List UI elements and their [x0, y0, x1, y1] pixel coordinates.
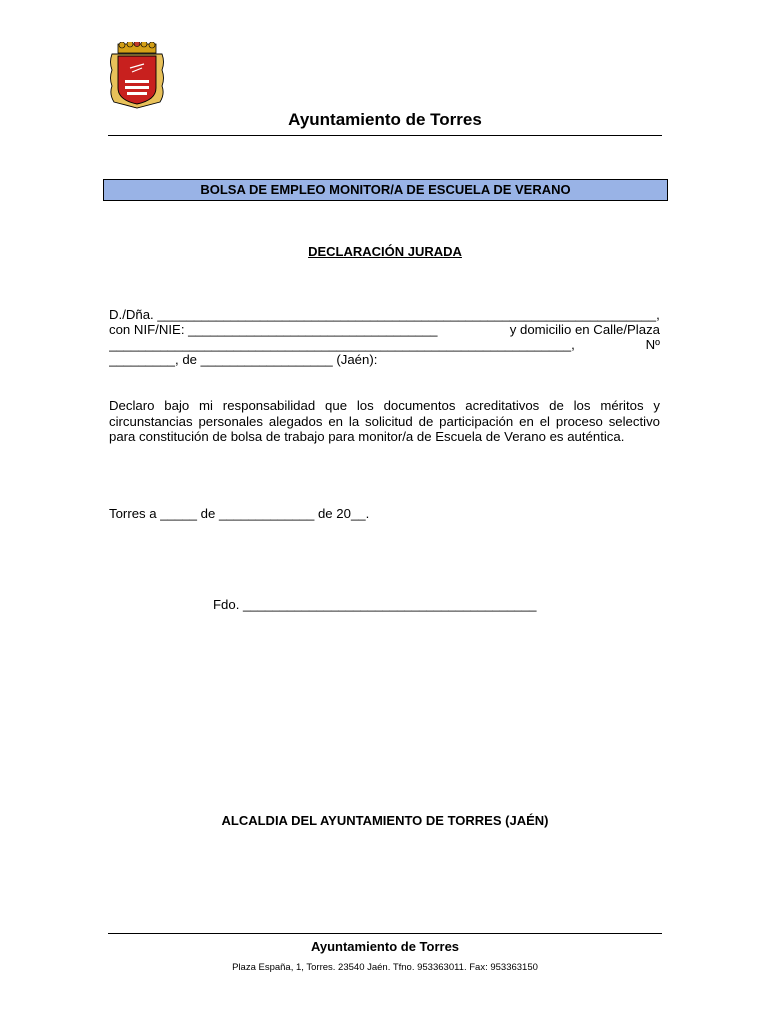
- footer-address: Plaza España, 1, Torres. 23540 Jaén. Tfno. 953363011. Fax: 953363150: [232, 962, 538, 973]
- name-field-line[interactable]: D./Dña. ____________________________________________________________________,: [109, 307, 660, 322]
- signature-line[interactable]: Fdo. ________________________________________: [213, 597, 537, 612]
- nif-address-line[interactable]: [109, 322, 660, 338]
- declaration-paragraph: Declaro bajo mi responsabilidad que los documentos acreditativos de los méritos y circunstancias personales alegados en la solicitud de participación en el proceso selectivo para constitución de bolsa de trabajo para monitor/a de Escuela de Verano es auténtica.: [109, 398, 660, 444]
- date-line[interactable]: Torres a _____ de _____________ de 20__.: [109, 506, 370, 521]
- street-number-line[interactable]: [109, 337, 660, 353]
- coat-of-arms-icon: [108, 42, 166, 110]
- address-label: y domicilio en Calle/Plaza: [509, 322, 660, 337]
- nif-field[interactable]: con NIF/NIE: __________________________________: [109, 322, 438, 337]
- locality-field-line[interactable]: _________, de __________________ (Jaén):: [109, 352, 378, 367]
- page-title: Ayuntamiento de Torres: [288, 110, 482, 129]
- number-label: Nº: [645, 337, 660, 352]
- form-banner: BOLSA DE EMPLEO MONITOR/A DE ESCUELA DE VERANO: [103, 179, 668, 201]
- header-divider: [108, 135, 662, 136]
- document-heading: DECLARACIÓN JURADA: [308, 244, 462, 259]
- footer-title: Ayuntamiento de Torres: [310, 939, 460, 954]
- footer-divider: [108, 933, 662, 934]
- street-field[interactable]: _______________________________________________________________,: [109, 337, 575, 352]
- addressee: ALCALDIA DEL AYUNTAMIENTO DE TORRES (JAÉN): [221, 813, 549, 828]
